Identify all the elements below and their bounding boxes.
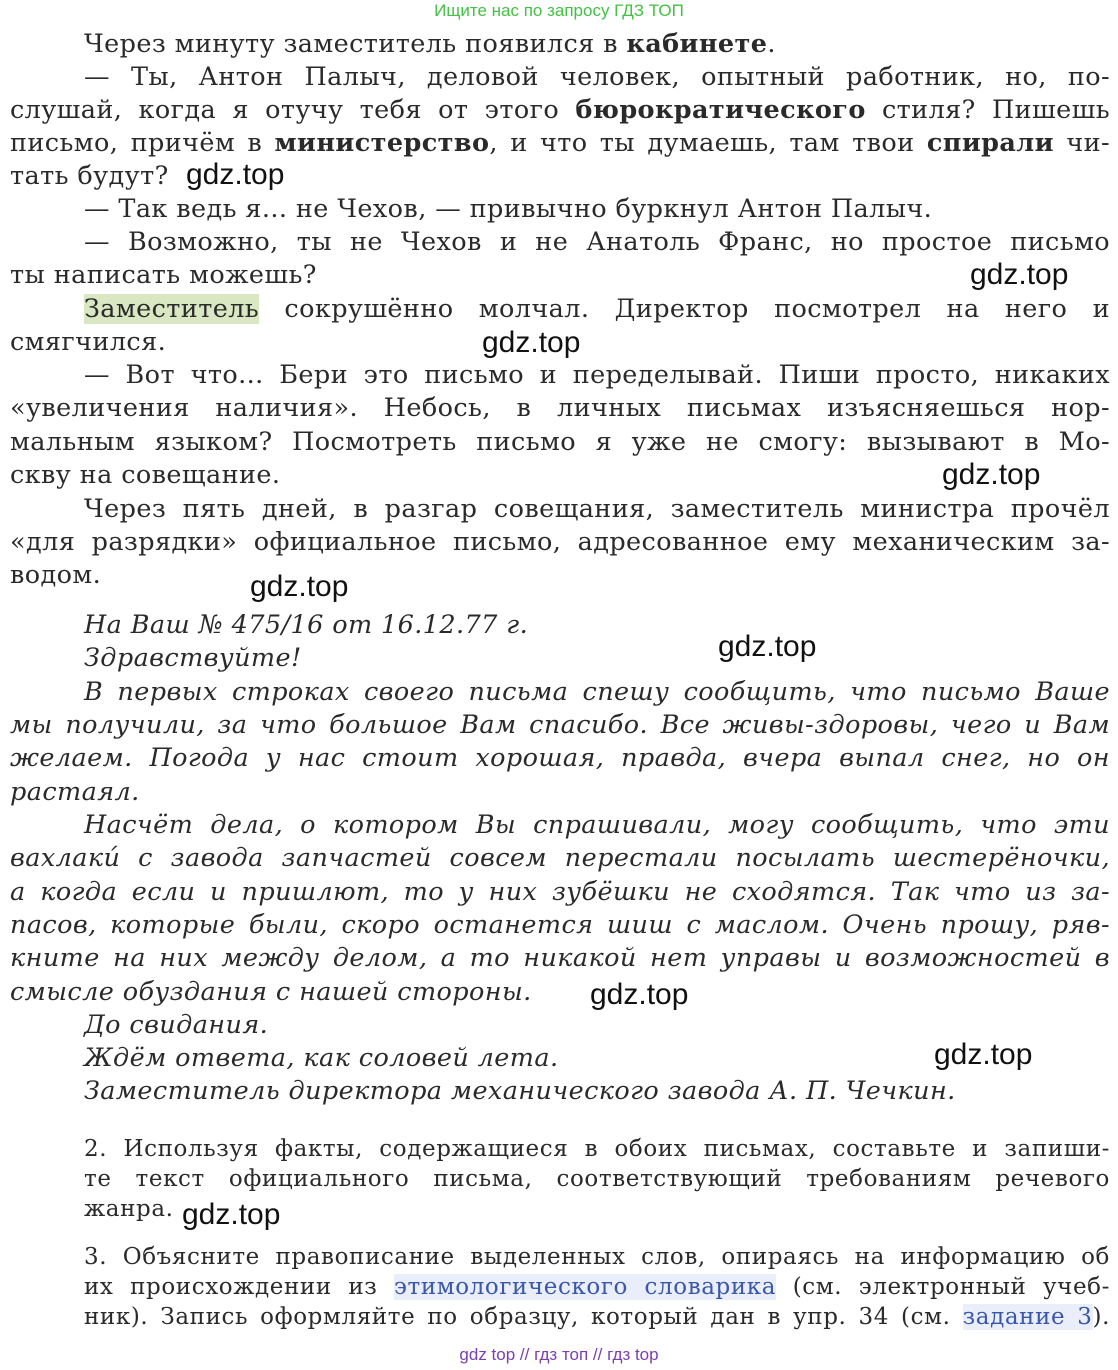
task-3-line: 3. Объясните правописание выделенных слов, опираясь на информацию об <box>84 1244 1110 1270</box>
letter-line: смысле обуздания с нашей стороны. <box>10 977 532 1007</box>
text-line <box>10 127 1110 160</box>
text-span: чи- <box>1053 128 1110 158</box>
task-3-link[interactable]: задание 3 <box>962 1304 1093 1330</box>
text-line: скву на совещание. <box>10 460 281 490</box>
text-line: — Ты, Антон Палыч, деловой человек, опытный работник, но, по- <box>84 62 1110 92</box>
letter-line: желаем. Погода у нас стоит хорошая, правда, вчера выпал снег, но он <box>10 743 1110 773</box>
text-span: сокрушённо молчал. Директор посмотрел на него и <box>259 294 1110 324</box>
watermark: gdz.top <box>970 258 1069 291</box>
text-line: Через пять дней, в разгар совещания, заместитель министра прочёл <box>84 494 1110 524</box>
text-line: тать будут? <box>10 161 169 191</box>
watermark: gdz.top <box>186 158 285 191</box>
text-line: «увеличения наличия». Небось, в личных письмах изъясняешься нор- <box>10 393 1110 423</box>
letter-line: До свидания. <box>84 1010 269 1040</box>
watermark: gdz.top <box>250 570 349 603</box>
task-2-line: жанра. <box>84 1196 174 1222</box>
bold-word: спирали <box>926 128 1054 158</box>
letter-line: вахлаки́ с завода запчастей совсем перестали посылать шестерёночки, <box>10 843 1110 873</box>
text-span: , и что ты думаешь, там твои <box>489 128 927 158</box>
etymology-dictionary-link[interactable]: этимологического словарика <box>394 1274 777 1300</box>
text-span: (см. электронный учеб- <box>776 1274 1110 1300</box>
watermark: gdz.top <box>590 978 689 1011</box>
letter-line: растаял. <box>10 777 140 807</box>
task-3-line <box>84 1302 1110 1332</box>
footer-banner: gdz top // гдз топ // гдз top <box>459 1345 659 1364</box>
task-3-line <box>84 1272 1110 1302</box>
text-line: «для разрядки» официальное письмо, адресованное ему механическим за- <box>10 527 1110 557</box>
watermark: gdz.top <box>482 326 581 359</box>
bold-word: кабинете <box>626 29 768 59</box>
letter-line: пасов, которые были, скоро останется шиш с маслом. Очень прошу, ряв- <box>10 910 1110 940</box>
watermark: gdz.top <box>934 1038 1033 1071</box>
bold-word: бюрократического <box>575 95 866 125</box>
watermark: gdz.top <box>182 1198 281 1231</box>
text-line: — Вот что... Бери это письмо и переделывай. Пиши просто, никаких <box>84 360 1110 390</box>
top-banner: Ищите нас по запросу ГДЗ ТОП <box>434 1 684 20</box>
text-line: смягчился. <box>10 327 167 357</box>
letter-line: В первых строках своего письма спешу сообщить, что письмо Ваше <box>84 677 1110 707</box>
watermark: gdz.top <box>942 458 1041 491</box>
task-2-line: те текст официального письма, соответствующий требованиям речевого <box>84 1166 1110 1192</box>
letter-line: Заместитель директора механического завода А. П. Чечкин. <box>84 1076 956 1106</box>
highlighted-word: Заместитель <box>84 294 260 324</box>
letter-line: Здравствуйте! <box>84 643 302 673</box>
text-line <box>84 293 1110 326</box>
text-line <box>10 94 1110 127</box>
letter-line: а когда если и пришлют, то у них зубёшки не сходятся. Так что из за- <box>10 877 1110 907</box>
text-span: письмо, причём в <box>10 128 275 158</box>
letter-line: Насчёт дела, о котором Вы спрашивали, могу сообщить, что эти <box>84 810 1110 840</box>
text-line: — Так ведь я... не Чехов, — привычно буркнул Антон Палыч. <box>84 194 933 224</box>
task-2-line: 2. Используя факты, содержащиеся в обоих письмах, составьте и запиши- <box>84 1136 1110 1162</box>
text-span: ник). Запись оформляйте по образцу, который дан в упр. 34 (см. <box>84 1304 963 1330</box>
text-span: их происхождении из <box>84 1274 395 1300</box>
text-span: слушай, когда я отучу тебя от этого <box>10 95 576 125</box>
text-span: Через минуту заместитель появился в <box>84 29 627 59</box>
letter-line: мы получили, за что большое Вам спасибо. Все живы-здоровы, чего и Вам <box>10 710 1110 740</box>
letter-line: Ждём ответа, как соловей лета. <box>84 1043 559 1073</box>
text-line <box>84 28 1110 61</box>
letter-line: кните на них между делом, а то никакой нет управы и возможностей в <box>10 943 1110 973</box>
text-span: ). <box>1092 1304 1111 1330</box>
text-line: ты написать можешь? <box>10 260 317 290</box>
text-span: стиля? Пишешь <box>865 95 1110 125</box>
text-line: — Возможно, ты не Чехов и не Анатоль Франс, но простое письмо <box>84 227 1110 257</box>
letter-line: На Ваш № 475/16 от 16.12.77 г. <box>84 610 529 640</box>
text-line: мальным языком? Посмотреть письмо я уже не смогу: вызывают в Мо- <box>10 427 1110 457</box>
text-line: водом. <box>10 560 102 590</box>
bold-word: министерство <box>274 128 490 158</box>
watermark: gdz.top <box>718 630 817 663</box>
text-span: . <box>767 29 776 59</box>
